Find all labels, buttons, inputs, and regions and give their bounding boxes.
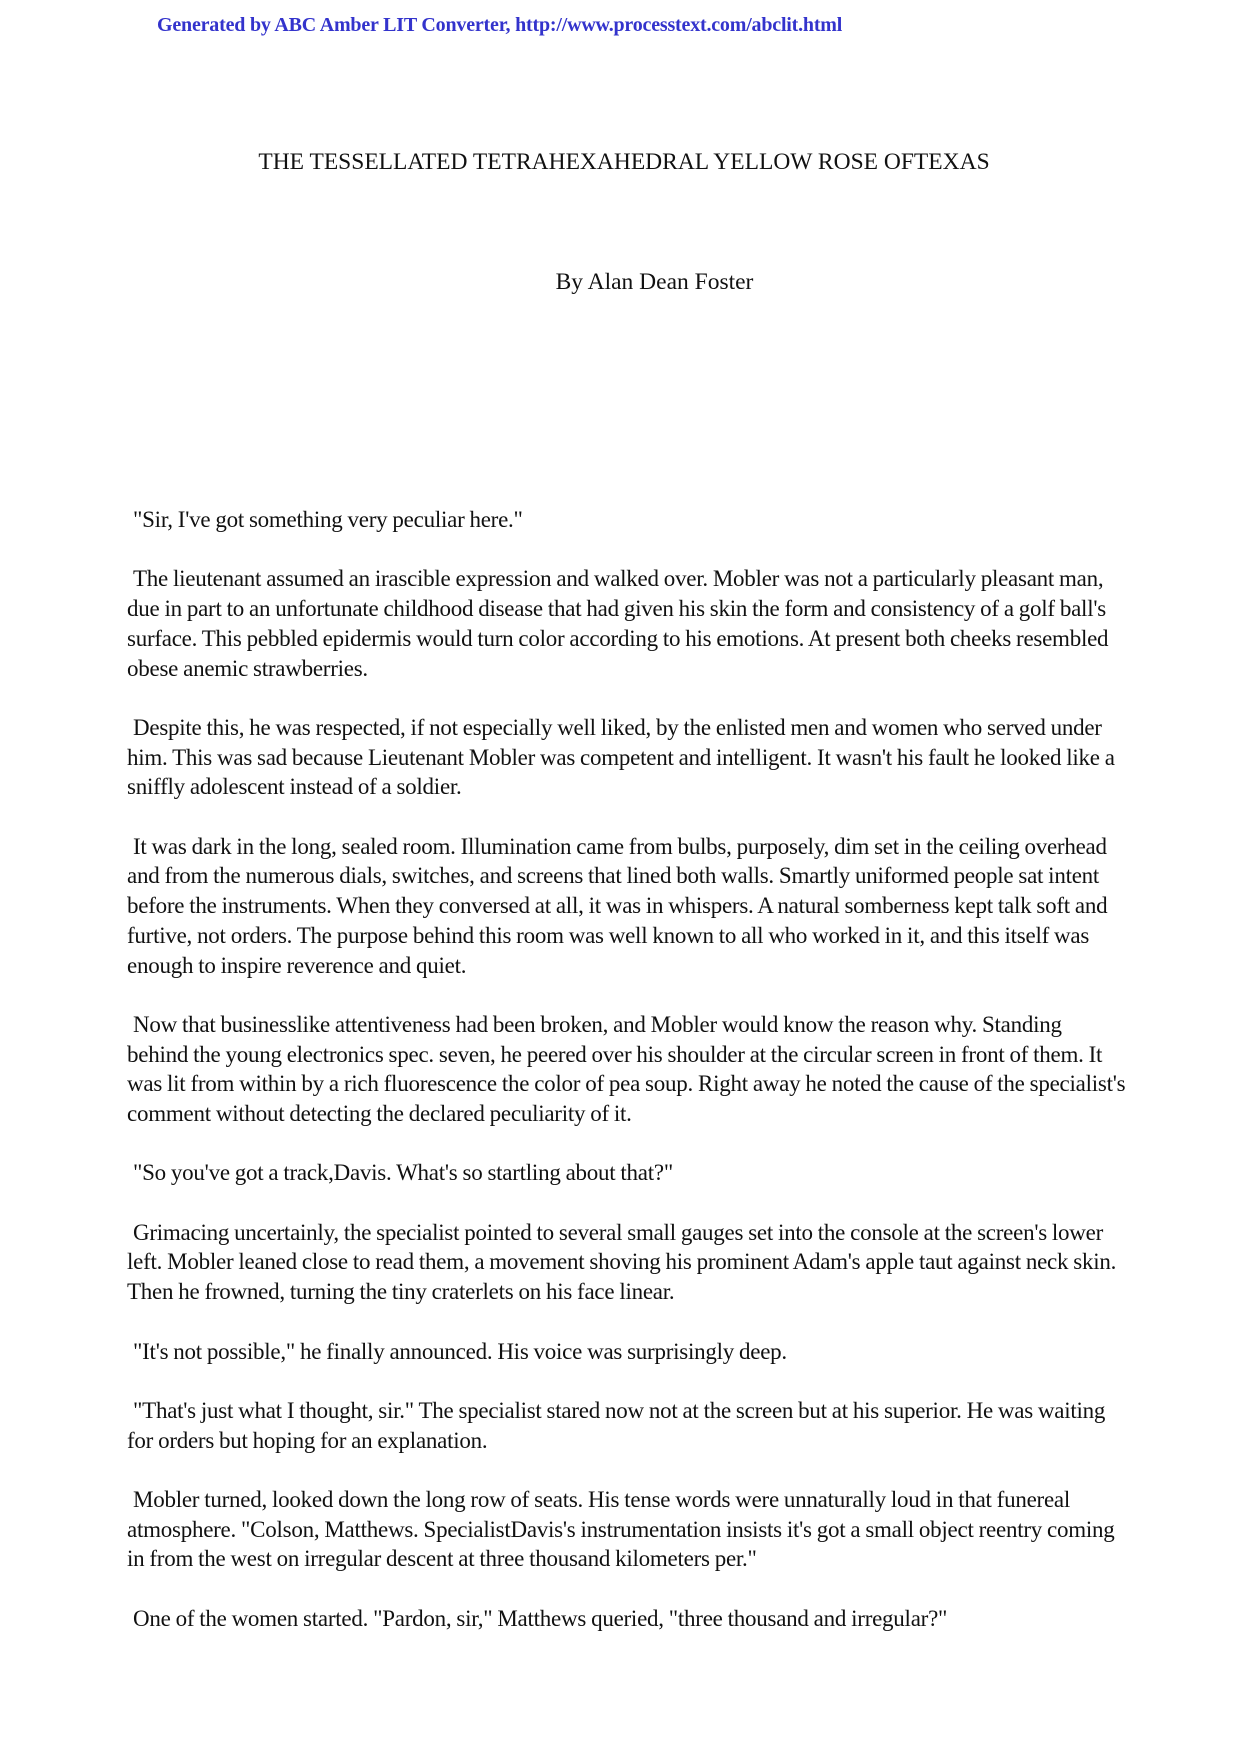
converter-header-link[interactable]: Generated by ABC Amber LIT Converter, http://www.processtext.com/abclit.html bbox=[157, 14, 843, 36]
author-byline bbox=[0, 267, 1240, 297]
paragraph: Mobler turned, looked down the long row of seats. His tense words were unnaturally loud in that funereal atmosphere. "Colson, Matthews. SpecialistDavis's instrumentation insists it's got a small object reentry coming in from the west on irregular descent at three thousand kilometers per." bbox=[127, 1487, 1115, 1572]
paragraph: "Sir, I've got something very peculiar here." bbox=[133, 507, 523, 532]
paragraph: "So you've got a track,Davis. What's so startling about that?" bbox=[133, 1160, 674, 1186]
story-title bbox=[0, 147, 1240, 177]
paragraph: Now that businesslike attentiveness had been broken, and Mobler would know the reason why. Standing behind the young electronics spec. seven, he peered over his shoulder at the circular screen in front of them. It was lit from within by a rich fluorescence the color of pea soup. Right away he noted the cause of the specialist's comment without detecting the declared peculiarity of it. bbox=[127, 1011, 1126, 1126]
story-body bbox=[127, 505, 1127, 1663]
paragraph: "It's not possible," he finally announced. His voice was surprisingly deep. bbox=[133, 1338, 787, 1364]
story-title-text: THE TESSELLATED TETRAHEXAHEDRAL YELLOW ROSE OFTEXAS bbox=[258, 149, 990, 175]
paragraph: Grimacing uncertainly, the specialist pointed to several small gauges set into the console at the screen's lower left. Mobler leaned close to read them, a movement shoving his prominent Adam's apple taut against neck skin. Then he frowned, turning the tiny craterlets on his face linear. bbox=[127, 1219, 1117, 1305]
author-byline-text: By Alan Dean Foster bbox=[555, 269, 754, 295]
paragraph: The lieutenant assumed an irascible expression and walked over. Mobler was not a particularly pleasant man, due in part to an unfortunate childhood disease that had given his skin the form and consistency of a golf ball's surface. This pebbled epidermis would turn color according to his emotions. At present both cheeks resembled obese anemic strawberries. bbox=[127, 566, 1109, 681]
paragraph: Despite this, he was respected, if not especially well liked, by the enlisted men and women who served under him. This was sad because Lieutenant Mobler was competent and intelligent. It wasn't his fault he looked like a sniffly adolescent instead of a soldier. bbox=[127, 714, 1115, 800]
paragraph: "That's just what I thought, sir." The specialist stared now not at the screen but at his superior. He was waiting for orders but hoping for an explanation. bbox=[127, 1397, 1106, 1453]
paragraph: One of the women started. "Pardon, sir," Matthews queried, "three thousand and irregular?" bbox=[133, 1605, 948, 1631]
paragraph: It was dark in the long, sealed room. Illumination came from bulbs, purposely, dim set in the ceiling overhead and from the numerous dials, switches, and screens that lined both walls. Smartly uniformed people sat intent before the instruments. When they conversed at all, it was in whispers. A natural somberness kept talk soft and furtive, not orders. The purpose behind this room was well known to all who worked in it, and this itself was enough to inspire reverence and quiet. bbox=[127, 833, 1108, 978]
